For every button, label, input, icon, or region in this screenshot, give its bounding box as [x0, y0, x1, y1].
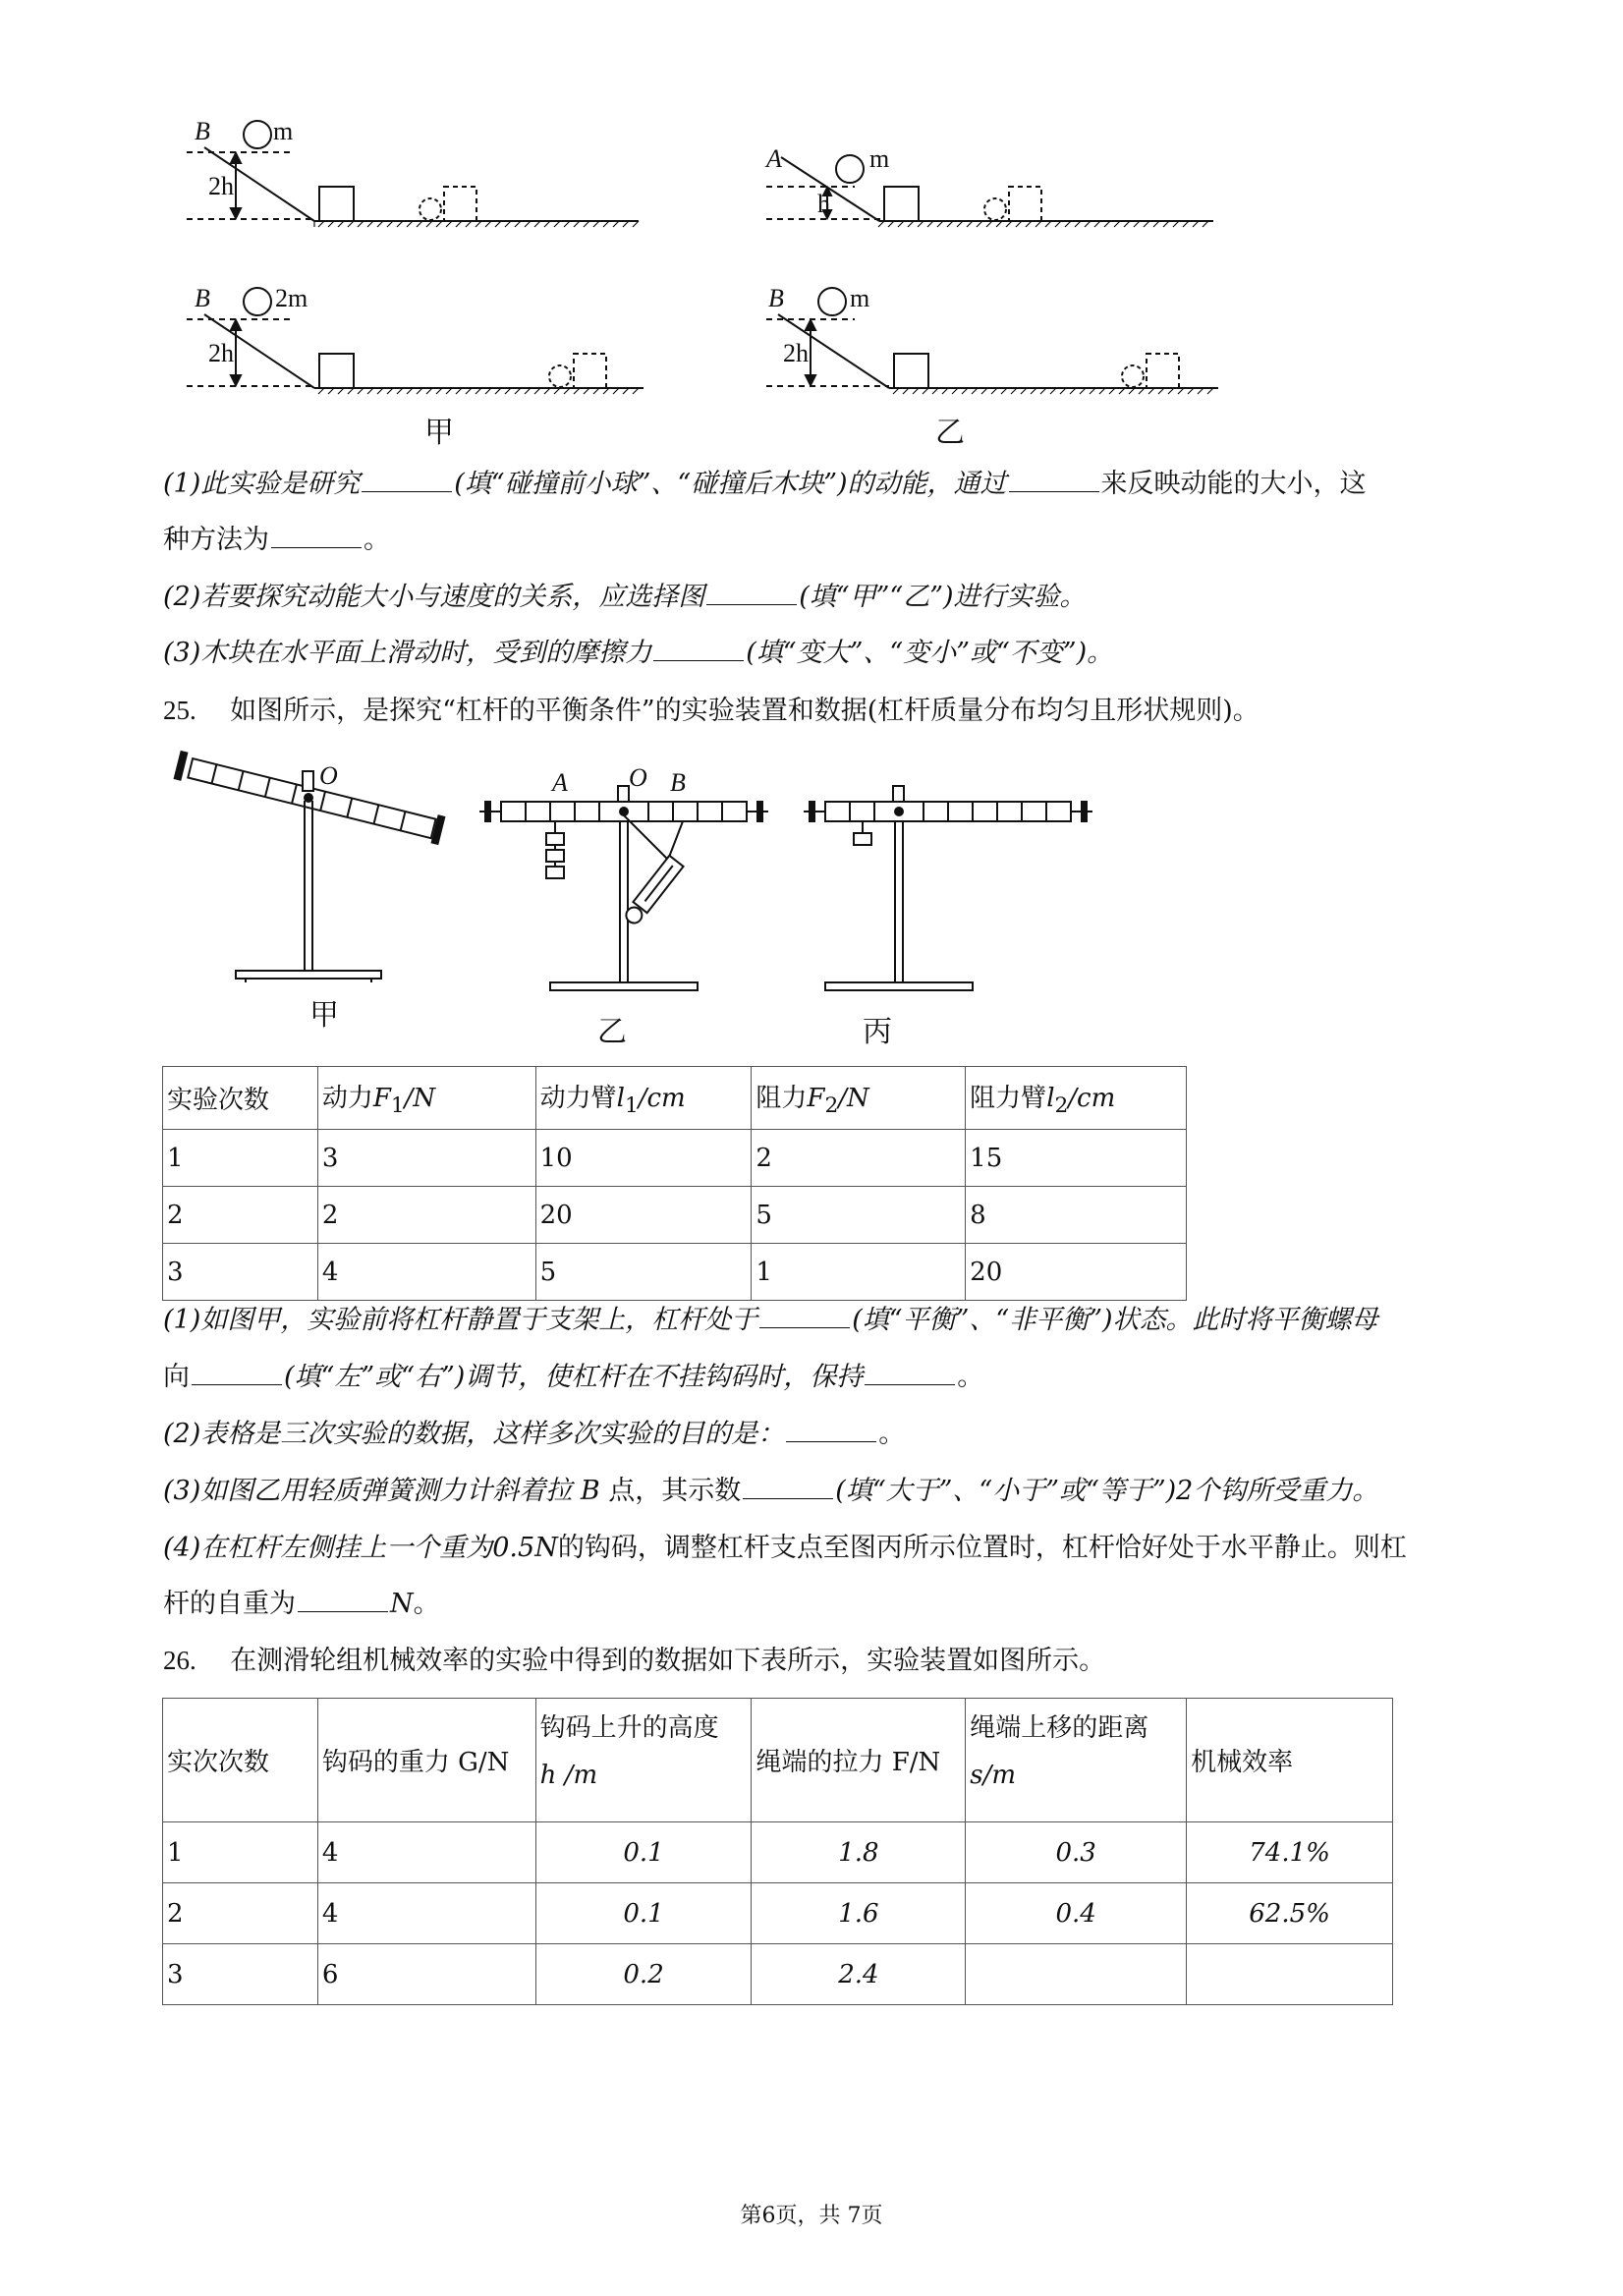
- cell: 8: [966, 1187, 1187, 1244]
- q25-part1-line1: (1)如图甲，实验前将杠杆静置于支架上，杠杆处于 (填“平衡”、“非平衡”)状态。此时将平衡螺母: [163, 1305, 1378, 1335]
- answer-blank[interactable]: [786, 1418, 876, 1442]
- answer-blank[interactable]: [865, 1361, 955, 1385]
- cell: 0.1: [535, 1822, 752, 1883]
- q24-part1-line2: 种方法为 。: [163, 525, 390, 555]
- page-footer: 第6页，共 7页: [740, 2204, 883, 2228]
- cell: 20: [966, 1244, 1187, 1301]
- answer-blank[interactable]: [362, 468, 452, 492]
- cell: 5: [535, 1244, 752, 1301]
- cell: 0.2: [535, 1944, 752, 2005]
- answer-blank[interactable]: [192, 1361, 282, 1385]
- q24-part1-line1: (1)此实验是研究 (填“碰撞前小球”、“碰撞后木块”)的动能，通过 来反映动能的大小，这: [163, 469, 1367, 499]
- cell: 1: [752, 1244, 966, 1301]
- cell: [966, 1944, 1187, 2005]
- table-row: [163, 1130, 1187, 1187]
- answer-blank[interactable]: [298, 1588, 388, 1612]
- pulley-data-table: [162, 1698, 1393, 2005]
- header-cell: 绳端的拉力 F/N: [752, 1699, 966, 1822]
- cell: 62.5%: [1187, 1883, 1393, 1944]
- lever-jia: [175, 752, 445, 982]
- q25-part2: (2)表格是三次实验的数据，这样多次实验的目的是： 。: [163, 1419, 906, 1449]
- label-O: O: [319, 761, 338, 790]
- table-row: [163, 1883, 1393, 1944]
- table-row: [163, 1244, 1187, 1301]
- answer-blank[interactable]: [271, 524, 362, 548]
- kinetic-energy-figure: [177, 108, 1238, 452]
- panel-top-left: [187, 121, 639, 227]
- header-cell: 阻力$F_2/N$: [752, 1067, 966, 1130]
- table-row: [163, 1187, 1187, 1244]
- table-row: [163, 1822, 1393, 1883]
- table-row: [163, 1944, 1393, 2005]
- header-cell: 机械效率: [1187, 1699, 1393, 1822]
- caption-yi: 乙: [935, 416, 965, 450]
- q24-part3: (3)木块在水平面上滑动时，受到的摩擦力 (填“变大”、“变小”或“不变”)。: [163, 638, 1114, 668]
- label-B: B: [768, 284, 784, 312]
- cell: 0.3: [966, 1822, 1187, 1883]
- q24-part2: (2)若要探究动能大小与速度的关系，应选择图 (填“甲”“乙”)进行实验。: [163, 582, 1087, 612]
- cell: 0.4: [966, 1883, 1187, 1944]
- header-cell: 阻力臂$l_2/cm$: [966, 1067, 1187, 1130]
- label-2h: 2h: [783, 339, 809, 367]
- header-cell: 动力$F_1/N$: [317, 1067, 535, 1130]
- cell: 3: [163, 1944, 318, 2005]
- cell: 4: [317, 1883, 535, 1944]
- label-B: B: [195, 117, 210, 145]
- header-cell: 钩码的重力 G/N: [317, 1699, 535, 1822]
- cell: 1: [163, 1130, 318, 1187]
- panel-bottom-left: [187, 288, 644, 394]
- label-A: A: [552, 768, 568, 797]
- table-header-row: [163, 1067, 1187, 1130]
- cell: 3: [163, 1244, 318, 1301]
- cell: 2: [163, 1883, 318, 1944]
- label-B: B: [670, 768, 686, 797]
- lever-data-table: [162, 1066, 1187, 1301]
- cell: 2: [163, 1187, 318, 1244]
- cell: 2: [752, 1130, 966, 1187]
- cell: 4: [317, 1822, 535, 1883]
- header-cell: 实验次数: [163, 1067, 318, 1130]
- panel-bottom-right: [766, 288, 1218, 394]
- table-header-row: [163, 1699, 1393, 1822]
- q25-part4-line2: 杆的自重为 N。: [163, 1589, 440, 1619]
- q25-part4-line1: (4)在杠杆左侧挂上一个重为0.5N的钩码，调整杠杆支点至图丙所示位置时，杠杆恰好处于水平静止。则杠: [163, 1533, 1407, 1563]
- cell: 3: [317, 1130, 535, 1187]
- cell: 74.1%: [1187, 1822, 1393, 1883]
- cell: 2: [317, 1187, 535, 1244]
- caption-jia: 甲: [424, 416, 454, 450]
- cell: 1: [163, 1822, 318, 1883]
- label-2h: 2h: [208, 339, 234, 367]
- header-cell: 钩码上升的高度 ℎ /m: [535, 1699, 752, 1822]
- header-cell: 实次次数: [163, 1699, 318, 1822]
- lever-bing: [804, 786, 1092, 990]
- label-h: h: [817, 190, 830, 218]
- label-A: A: [766, 144, 782, 173]
- label-O: O: [629, 763, 647, 792]
- lever-figure: [167, 747, 1110, 1041]
- label-B: B: [195, 284, 210, 312]
- answer-blank[interactable]: [706, 581, 797, 605]
- answer-blank[interactable]: [743, 1475, 833, 1499]
- q26-stem: 26. 在测滑轮组机械效率的实验中得到的数据如下表所示，实验装置如图所示。: [163, 1646, 1106, 1676]
- caption-jia: 甲: [309, 998, 339, 1033]
- cell: [1187, 1944, 1393, 2005]
- q25-stem: 25. 如图所示，是探究“杠杆的平衡条件”的实验装置和数据(杠杆质量分布均匀且形状规则)。: [163, 696, 1259, 726]
- cell: 1.6: [752, 1883, 966, 1944]
- cell: 6: [317, 1944, 535, 2005]
- cell: 10: [535, 1130, 752, 1187]
- label-m: m: [869, 144, 890, 173]
- cell: 0.1: [535, 1883, 752, 1944]
- cell: 20: [535, 1187, 752, 1244]
- caption-bing: 丙: [863, 1015, 892, 1049]
- answer-blank[interactable]: [653, 637, 744, 661]
- answer-blank[interactable]: [1009, 468, 1099, 492]
- cell: 15: [966, 1130, 1187, 1187]
- header-cell: 动力臂$l_1/cm$: [535, 1067, 752, 1130]
- header-cell: 绳端上移的距离 s/m: [966, 1699, 1187, 1822]
- caption-yi: 乙: [597, 1015, 627, 1049]
- q25-part3: (3)如图乙用轻质弹簧测力计斜着拉 B 点，其示数 (填“大于”、“小于”或“等于”)2个钩所受重力。: [163, 1476, 1379, 1506]
- label-m: m: [273, 117, 294, 145]
- cell: 4: [317, 1244, 535, 1301]
- cell: 2.4: [752, 1944, 966, 2005]
- q25-part1-line2: 向 (填“左”或“右”)调节，使杠杆在不挂钩码时，保持 。: [163, 1362, 984, 1392]
- label-2m: 2m: [275, 284, 308, 312]
- label-m: m: [850, 284, 870, 312]
- answer-blank[interactable]: [759, 1304, 850, 1328]
- panel-top-right: [766, 155, 1213, 227]
- lever-yi: [479, 786, 768, 990]
- cell: 1.8: [752, 1822, 966, 1883]
- cell: 5: [752, 1187, 966, 1244]
- label-2h: 2h: [208, 172, 234, 200]
